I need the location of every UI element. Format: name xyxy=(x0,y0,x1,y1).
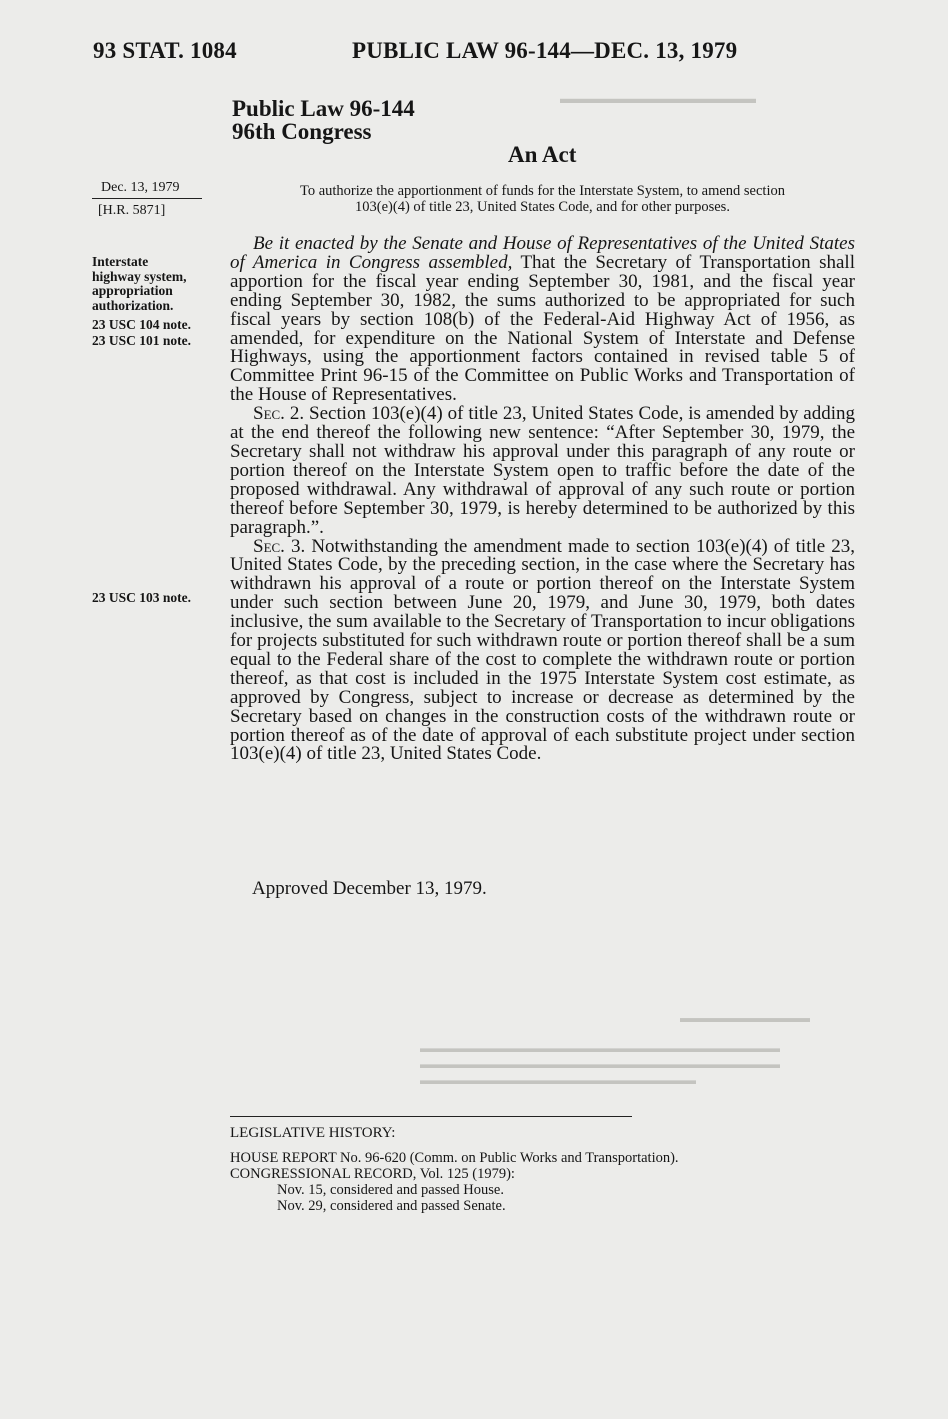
history-rule xyxy=(230,1116,632,1117)
history-house-report: HOUSE REPORT No. 96-620 (Comm. on Public Works and Transportation). xyxy=(230,1150,679,1166)
section-2 xyxy=(230,405,855,537)
history-entry: Nov. 15, considered and passed House. xyxy=(277,1182,504,1198)
margin-topic-line: authorization. xyxy=(92,297,174,313)
section-2-text: Section 103(e)(4) of title 23, United States Code, is amended by adding at the end thereof the following new sentence: “After September 30, 1979, the Secretary shall not withdraw his approval under this paragraph of any route or portion thereof on the Interstate System open to traffic before the date of the proposed withdrawal. Any withdrawal of approval of any such route or portion thereof before September 30, 1979, is hereby determined to be authorized by this paragraph.”. xyxy=(230,403,855,538)
synopsis-line: 103(e)(4) of title 23, United States Code, and for other purposes. xyxy=(355,199,730,215)
approval-line: Approved December 13, 1979. xyxy=(252,878,487,899)
act-body xyxy=(230,235,855,764)
section-3-label: Sec. 3. xyxy=(253,535,306,557)
act-label: An Act xyxy=(508,142,577,167)
usc-note: 23 USC 101 note. xyxy=(92,333,192,348)
usc-note-sec3: 23 USC 103 note. xyxy=(92,590,192,605)
margin-topic-line: Interstate xyxy=(92,254,149,269)
section-3 xyxy=(230,535,855,765)
section-1 xyxy=(230,235,855,405)
section-3-text: Notwithstanding the amendment made to section 103(e)(4) of title 23, United States Code, by the preceding section, in the case where the Secretary has withdrawn his approval of a route or portion thereof on the Interstate System under such section between June 20, 1979, and June 30, 1979, both dates inclusive, the sum available to the Secretary of Transportation to incur obligations for projects substituted for such withdrawn route or portion thereof shall be a sum equal to the Federal share of the cost to complete the withdrawn route or portion thereof, as that cost is included in the 1975 Interstate System cost estimate, as approved by Congress, subject to increase or decrease as determined by the Secretary based on changes in the construction costs of the withdrawn route or portion thereof as of the date of approval of each substitute project under section 103(e)(4) of title 23, United States Code. xyxy=(230,535,855,765)
stat-reference: 93 STAT. 1084 xyxy=(93,38,237,63)
running-title: PUBLIC LAW 96-144—DEC. 13, 1979 xyxy=(352,38,738,63)
bleed-through-ghost: ▬▬▬▬▬▬▬▬▬▬▬▬▬▬▬▬▬▬▬▬▬▬▬▬▬▬▬▬▬▬ ▬▬▬▬▬▬▬▬▬▬▬▬▬▬▬▬▬▬▬▬▬▬▬▬▬▬▬▬▬▬ ▬▬▬▬▬▬▬▬▬▬▬▬▬▬▬▬▬▬▬▬▬▬▬ xyxy=(420,1041,780,1087)
act-synopsis xyxy=(230,183,855,215)
bleed-through-ghost: ▬▬▬▬▬▬▬▬▬▬▬▬▬▬ xyxy=(560,92,756,107)
section-1-text: That the Secretary of Transportation shall apportion for the fiscal year ending September 30, 1981, and the fiscal year ending September 30, 1982, the sums authorized to be appropriated for such fiscal years by section 108(b) of the Federal-Aid Highway Act of 1956, as amended, for expenditure on the National System of Interstate and Defense Highways, using the apportionment factors contained in revised table 5 of Committee Print 96-15 of the Committee on Public Works and Transportation of the House of Representatives. xyxy=(230,251,855,406)
bleed-through-ghost: ▬▬▬▬▬▬▬▬▬▬ xyxy=(680,1010,810,1025)
margin-topic-line: highway system, xyxy=(92,268,187,284)
margin-topic-line: appropriation xyxy=(92,283,173,298)
usc-note: 23 USC 104 note. xyxy=(92,317,192,332)
synopsis-line: To authorize the apportionment of funds for the Interstate System, to amend section xyxy=(299,183,785,199)
history-heading: LEGISLATIVE HISTORY: xyxy=(230,1125,396,1141)
margin-date-rule xyxy=(92,198,202,199)
congress-number: 96th Congress xyxy=(232,119,372,144)
history-entry: Nov. 29, considered and passed Senate. xyxy=(277,1198,506,1214)
margin-topic xyxy=(92,255,187,313)
section-2-label: Sec. 2. xyxy=(253,403,305,425)
law-number: Public Law 96-144 xyxy=(232,96,415,121)
history-cong-record: CONGRESSIONAL RECORD, Vol. 125 (1979): xyxy=(230,1166,515,1182)
enactment-date: Dec. 13, 1979 xyxy=(101,180,180,195)
enacting-clause: Be it enacted by the Senate and House of Representatives of the United States of America in Congress assembled, xyxy=(230,233,855,273)
bill-number: [H.R. 5871] xyxy=(98,203,166,218)
